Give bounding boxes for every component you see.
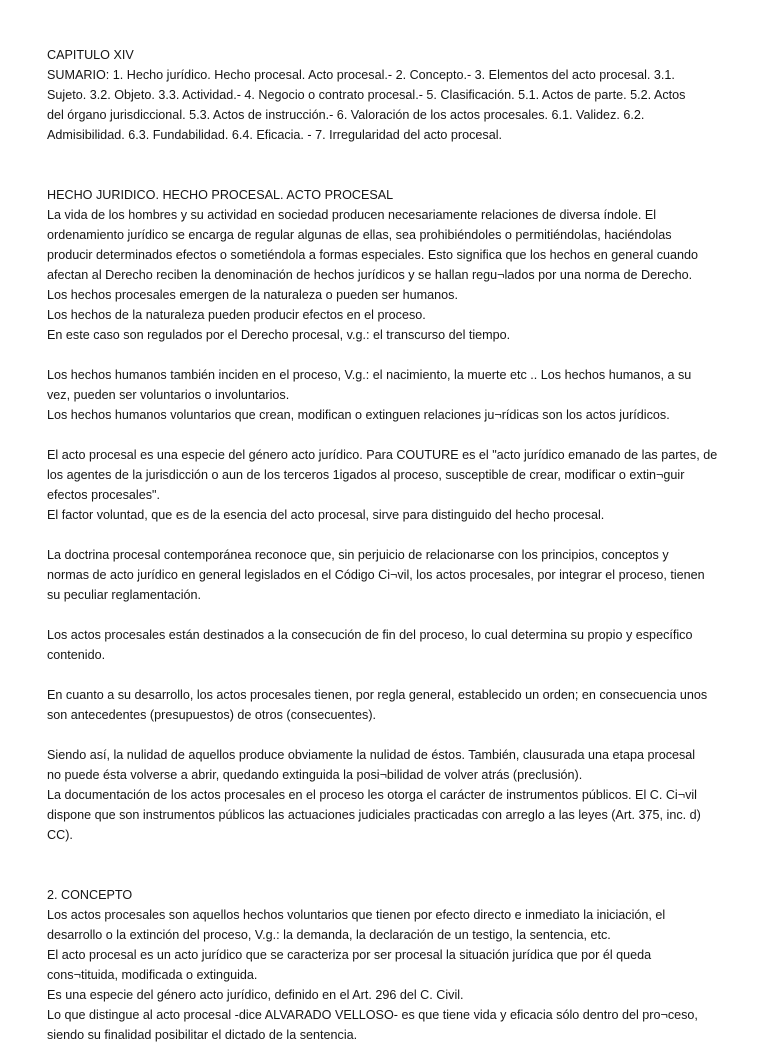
paragraph-line: Siendo así, la nulidad de aquellos produce obviamente la nulidad de éstos. También, clausurada una etapa procesal xyxy=(47,748,696,762)
paragraph-line: Lo que distingue al acto procesal -dice ALVARADO VELLOSO- es que tiene vida y eficacia sólo dentro del pro¬ceso, xyxy=(47,1008,698,1022)
spacer xyxy=(47,605,725,625)
paragraph-line: El acto procesal es una especie del género acto jurídico. Para COUTURE es el "acto jurídico emanado de las partes, de xyxy=(47,448,718,462)
paragraph-nulidad xyxy=(47,745,725,845)
paragraph-line: efectos procesales". xyxy=(47,488,160,502)
paragraph-line: contenido. xyxy=(47,648,106,662)
paragraph-line: afectan al Derecho reciben la denominación de hechos jurídicos y se hallan regu¬lados por una norma de Derecho. xyxy=(47,268,693,282)
chapter-title: CAPITULO XIV xyxy=(47,48,134,62)
paragraph-hechos-humanos xyxy=(47,365,725,425)
paragraph-line: cons¬tituida, modificada o extinguida. xyxy=(47,968,258,982)
paragraph-line: En cuanto a su desarrollo, los actos procesales tienen, por regla general, establecido un orden; en consecuencia unos xyxy=(47,688,708,702)
section-heading: HECHO JURIDICO. HECHO PROCESAL. ACTO PROCESAL xyxy=(47,188,394,202)
spacer xyxy=(47,665,725,685)
spacer xyxy=(47,845,725,885)
paragraph-line: producir determinados efectos o sometiéndola a formas especiales. Esto significa que los hechos en general cuando xyxy=(47,248,699,262)
paragraph-line: Los actos procesales están destinados a la consecución de fin del proceso, lo cual determina su propio y específico xyxy=(47,628,693,642)
paragraph-desarrollo xyxy=(47,685,725,725)
paragraph-line: Los hechos procesales emergen de la naturaleza o pueden ser humanos. xyxy=(47,288,458,302)
spacer xyxy=(47,345,725,365)
paragraph-line: Los hechos humanos voluntarios que crean, modifican o extinguen relaciones ju¬rídicas son los actos jurídicos. xyxy=(47,408,670,422)
summary-line: SUMARIO: 1. Hecho jurídico. Hecho procesal. Acto procesal.- 2. Concepto.- 3. Elementos del acto procesal. 3.1. xyxy=(47,68,675,82)
summary-line: Sujeto. 3.2. Objeto. 3.3. Actividad.- 4. Negocio o contrato procesal.- 5. Clasificación. 5.1. Actos de parte. 5.2. Actos xyxy=(47,88,686,102)
paragraph-line: Los actos procesales son aquellos hechos voluntarios que tienen por efecto directo e inmediato la iniciación, el xyxy=(47,908,666,922)
paragraph-line: siendo su finalidad posibilitar el dictado de la sentencia. xyxy=(47,1028,358,1042)
paragraph-line: desarrollo o la extinción del proceso, V.g.: la demanda, la declaración de un testigo, la sentencia, etc. xyxy=(47,928,611,942)
section-heading: 2. CONCEPTO xyxy=(47,888,133,902)
paragraph-line: En este caso son regulados por el Derecho procesal, v.g.: el transcurso del tiempo. xyxy=(47,328,511,342)
document-page xyxy=(47,45,725,1045)
paragraph-line: vez, pueden ser voluntarios o involuntarios. xyxy=(47,388,290,402)
spacer xyxy=(47,425,725,445)
chapter-header xyxy=(47,45,725,145)
paragraph-acto-procesal xyxy=(47,445,725,525)
paragraph-line: La documentación de los actos procesales en el proceso les otorga el carácter de instrumentos públicos. El C. Ci¬vil xyxy=(47,788,697,802)
paragraph-line: no puede ésta volverse a abrir, quedando extinguida la posi¬bilidad de volver atrás (preclusión). xyxy=(47,768,583,782)
paragraph-line: su peculiar reglamentación. xyxy=(47,588,202,602)
spacer xyxy=(47,525,725,545)
paragraph-line: El factor voluntad, que es de la esencia del acto procesal, sirve para distinguido del hecho procesal. xyxy=(47,508,605,522)
paragraph-doctrina xyxy=(47,545,725,605)
paragraph-line: dispone que son instrumentos públicos las actuaciones judiciales practicadas con arreglo a las leyes (Art. 375, inc. d) xyxy=(47,808,701,822)
paragraph-line: La doctrina procesal contemporánea reconoce que, sin perjuicio de relacionarse con los principios, conceptos y xyxy=(47,548,669,562)
spacer xyxy=(47,725,725,745)
paragraph-line: CC). xyxy=(47,828,73,842)
section-hecho-juridico xyxy=(47,185,725,345)
paragraph-line: Es una especie del género acto jurídico, definido en el Art. 296 del C. Civil. xyxy=(47,988,464,1002)
paragraph-line: normas de acto jurídico en general legislados en el Código Ci¬vil, los actos procesales, por integrar el proceso, tienen xyxy=(47,568,705,582)
paragraph-line: Los hechos humanos también inciden en el proceso, V.g.: el nacimiento, la muerte etc .. Los hechos humanos, a su xyxy=(47,368,692,382)
section-concepto xyxy=(47,885,725,1045)
spacer xyxy=(47,145,725,185)
paragraph-line: La vida de los hombres y su actividad en sociedad producen necesariamente relaciones de diversa índole. El xyxy=(47,208,657,222)
paragraph-line: son antecedentes (presupuestos) de otros (consecuentes). xyxy=(47,708,377,722)
paragraph-line: El acto procesal es un acto jurídico que se caracteriza por ser procesal la situación jurídica que por él queda xyxy=(47,948,652,962)
paragraph-fin-proceso xyxy=(47,625,725,665)
summary-line: Admisibilidad. 6.3. Fundabilidad. 6.4. Eficacia. - 7. Irregularidad del acto procesal. xyxy=(47,128,503,142)
paragraph-line: Los hechos de la naturaleza pueden producir efectos en el proceso. xyxy=(47,308,426,322)
paragraph-line: los agentes de la jurisdicción o aun de los terceros 1igados al proceso, susceptible de crear, modificar o extin¬guir xyxy=(47,468,685,482)
paragraph-line: ordenamiento jurídico se encarga de regular algunas de ellas, sea prohibiéndoles o permitiéndolas, haciéndolas xyxy=(47,228,672,242)
summary-line: del órgano jurisdiccional. 5.3. Actos de instrucción.- 6. Valoración de los actos procesales. 6.1. Validez. 6.2. xyxy=(47,108,645,122)
